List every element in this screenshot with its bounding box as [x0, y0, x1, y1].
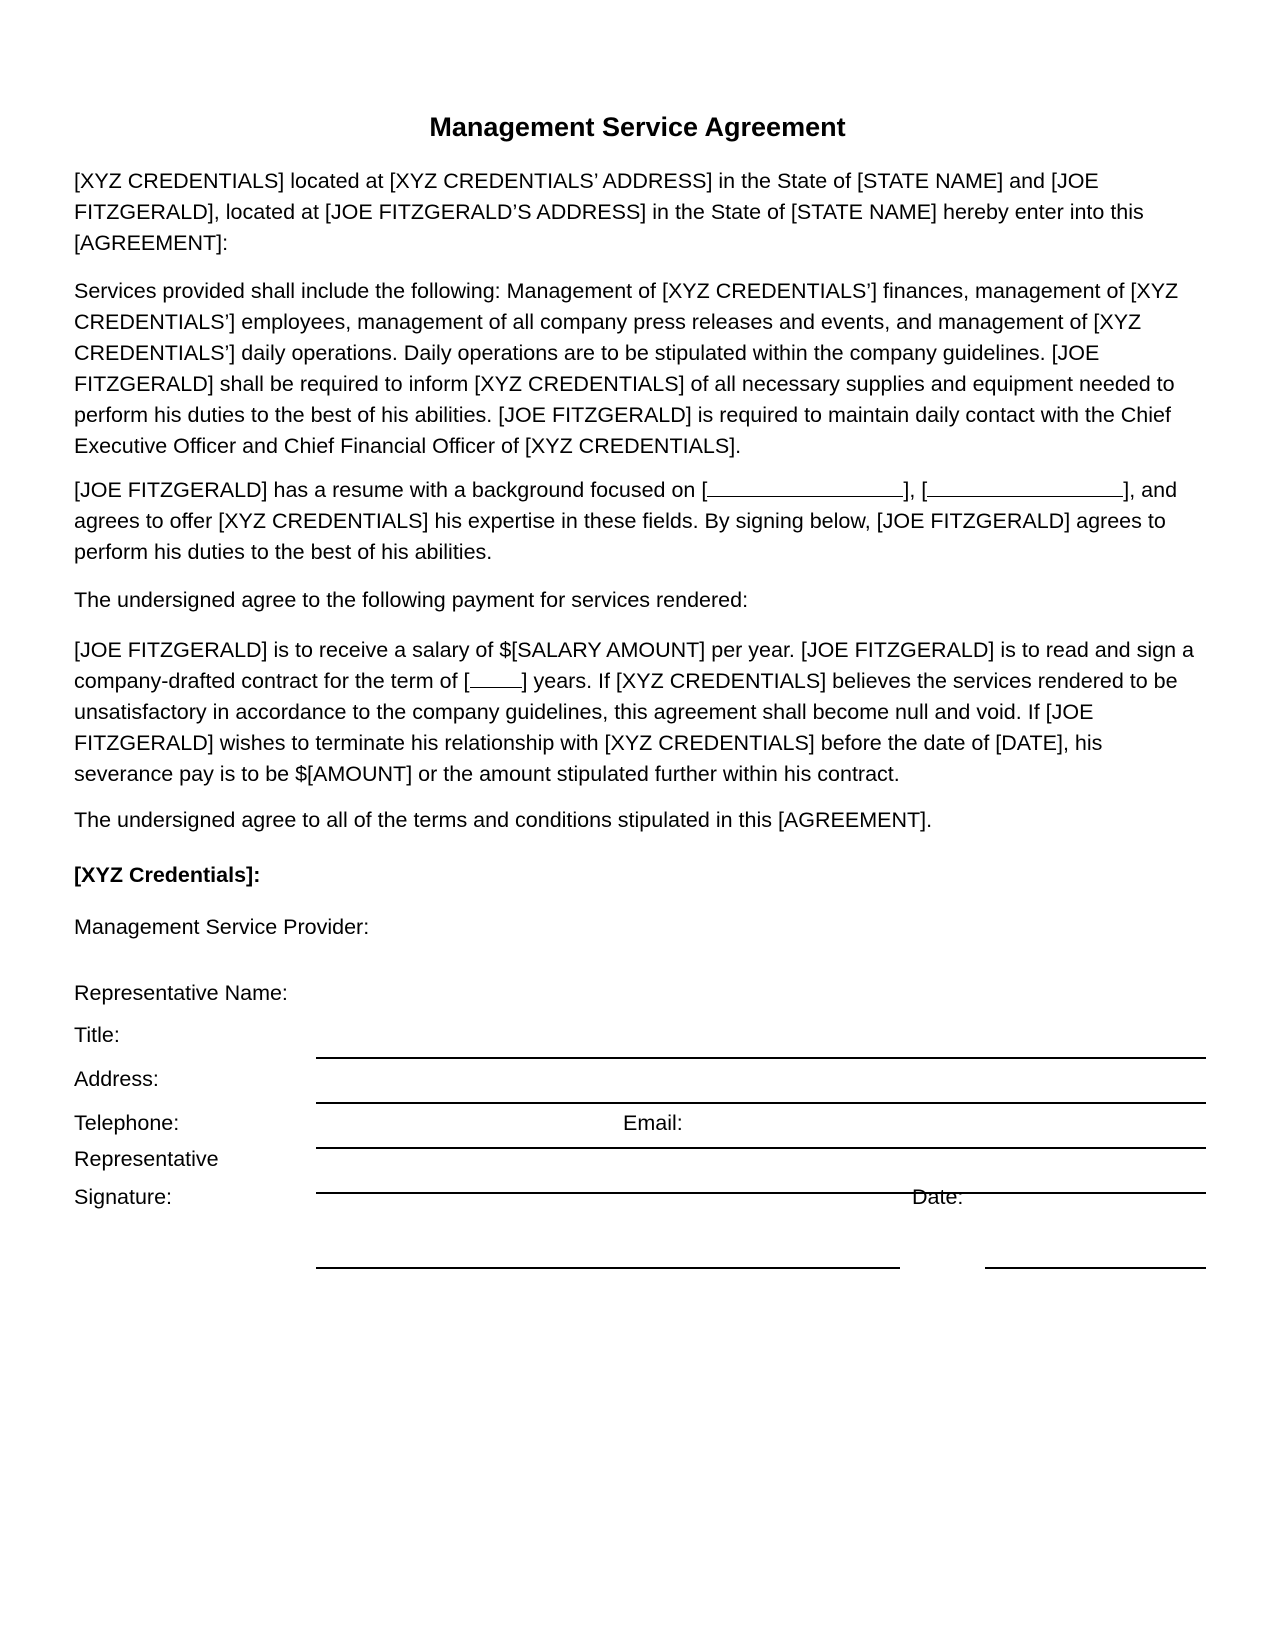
- representative-name-line[interactable]: [316, 1057, 1206, 1059]
- term-years-blank[interactable]: [470, 667, 522, 688]
- title-line[interactable]: [316, 1102, 1206, 1104]
- field-blank-1[interactable]: [707, 476, 903, 497]
- representative-name-label: Representative Name:: [74, 981, 288, 1005]
- email-label: Email:: [623, 1111, 683, 1135]
- address-line[interactable]: [316, 1147, 1206, 1149]
- role-label: Management Service Provider:: [74, 915, 370, 939]
- party-heading: [XYZ Credentials]:: [74, 863, 261, 887]
- intro-paragraph: [XYZ CREDENTIALS] located at [XYZ CREDENTIALS’ ADDRESS] in the State of [STATE NAME] and [JOE FITZGERALD], located at [JOE FITZGERALD’S ADDRESS] in the State of [STATE NAME] hereby enter into this [AGREEMENT]:: [74, 169, 1144, 255]
- title-label: Title:: [74, 1023, 120, 1047]
- payment-intro-paragraph: The undersigned agree to the following payment for services rendered:: [74, 588, 749, 612]
- agreement-paragraph: The undersigned agree to all of the terms and conditions stipulated in this [AGREEMENT].: [74, 808, 933, 832]
- background-paragraph: [74, 475, 1204, 568]
- background-text-a: [JOE FITZGERALD] has a resume with a background focused on [: [74, 478, 708, 502]
- background-text-c: ], and agrees to offer [XYZ CREDENTIALS] his expertise in these fields. By signing below, [JOE FITZGERALD] agrees to perform his duties to the best of his abilities.: [74, 478, 1178, 564]
- date-line[interactable]: [985, 1267, 1206, 1269]
- background-text-b: ], [: [903, 478, 928, 502]
- signature-label-line2: Signature:: [74, 1185, 173, 1209]
- date-label: Date:: [912, 1185, 964, 1209]
- salary-text-b: ] years. If [XYZ CREDENTIALS] believes the services rendered to be unsatisfactory in accordance to the company guidelines, this agreement shall become null and void. If [JOE FITZGERALD] wishes to terminate his relationship with [XYZ CREDENTIALS] before the date of [DATE], his severance pay is to be $[AMOUNT] or the amount stipulated further within his contract.: [74, 669, 1178, 786]
- salary-text-a: [JOE FITZGERALD] is to receive a salary of $[SALARY AMOUNT] per year. [JOE FITZGERALD] is to read and sign a company-drafted contract for the term of [: [74, 638, 1194, 693]
- signature-label-line1: Representative: [74, 1147, 219, 1171]
- address-label: Address:: [74, 1067, 159, 1091]
- field-blank-2[interactable]: [927, 476, 1123, 497]
- services-paragraph: Services provided shall include the following: Management of [XYZ CREDENTIALS’] finances, management of [XYZ CREDENTIALS’] employees, management of all company press releases and events, and management of [XYZ CREDENTIALS’] daily operations. Daily operations are to be stipulated within the company guidelines. [JOE FITZGERALD] shall be required to inform [XYZ CREDENTIALS] of all necessary supplies and equipment needed to perform his duties to the best of his abilities. [JOE FITZGERALD] is required to maintain daily contact with the Chief Executive Officer and Chief Financial Officer of [XYZ CREDENTIALS].: [74, 279, 1179, 458]
- signature-line[interactable]: [316, 1267, 900, 1269]
- salary-paragraph: [74, 635, 1204, 790]
- document-title: Management Service Agreement: [429, 112, 846, 142]
- telephone-email-line[interactable]: [316, 1192, 1206, 1194]
- telephone-label: Telephone:: [74, 1111, 180, 1135]
